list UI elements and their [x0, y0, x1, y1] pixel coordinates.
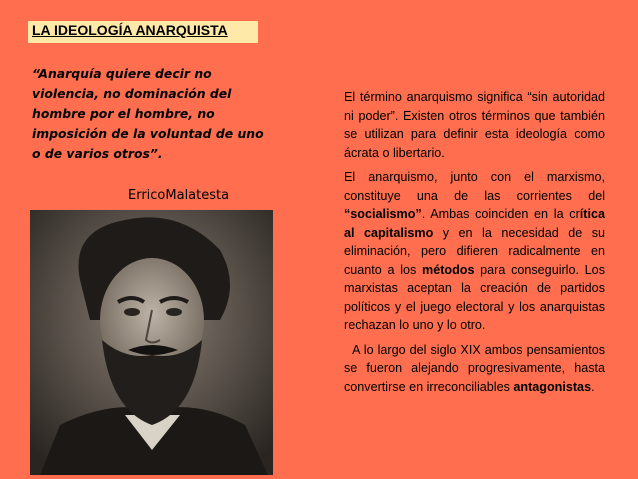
paragraph-3: A lo largo del siglo XIX ambos pensamientos se fueron alejando progresivamente, hasta convertirse en irreconciliables antagonistas. [344, 342, 609, 394]
portrait-illustration [30, 210, 273, 475]
portrait-photo [30, 210, 273, 475]
paragraph-1: El término anarquismo significa “sin autoridad ni poder”. Existen otros términos que también se utilizan para definir esta ideología como ácrata o libertario. [344, 90, 605, 160]
keyword-critica: ítica al capitalismo [344, 207, 605, 240]
keyword-metodos: métodos [422, 262, 475, 277]
body-text [344, 88, 609, 402]
keyword-socialismo: “socialismo” [344, 207, 422, 221]
quote-author: ErricoMalatesta [128, 188, 230, 203]
page-title: LA IDEOLOGÍA ANARQUISTA [32, 22, 228, 38]
paragraph-2: El anarquismo, junto con el marxismo, constituye una de las corrientes del “socialismo”. Ambas coinciden en la crítica al capitalismo y en la necesidad de su eliminación, pero difieren radicalmente en cuanto a los métodos para conseguirlo. Los marxistas aceptan la creación de partidos políticos y el juego electoral y los anarquistas rechazan lo uno y lo otro. [344, 170, 605, 332]
keyword-antagonistas: antagonistas [513, 379, 592, 394]
quote-text: “Anarquía quiere decir no violencia, no dominación del hombre por el hombre, no imposición de la voluntad de uno o de varios otros”. [32, 66, 264, 161]
